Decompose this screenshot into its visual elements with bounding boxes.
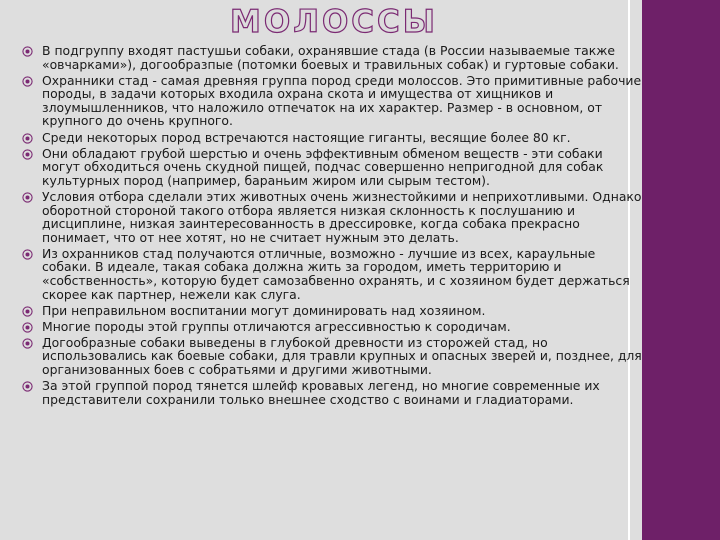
list-item: [22, 131, 642, 145]
list-item: [22, 190, 642, 244]
list-item-text: Охранники стад - самая древняя группа пород среди молоссов. Это примитивные рабочие породы, в задачи которых входила охрана скота и имущества от хищников и злоумышленников, что наложило отпечаток на их характер. Размер - в основном, от крупного до очень крупного.: [42, 72, 642, 129]
list-item: [22, 147, 642, 188]
accent-side-band: [642, 0, 720, 540]
list-item: [22, 247, 642, 301]
bullet-list: [22, 44, 642, 409]
circle-target-icon: [22, 133, 33, 144]
list-item-text: Многие породы этой группы отличаются агрессивностью к сородичам.: [42, 318, 511, 334]
list-item-text: В подгруппу входят пастушьи собаки, охранявшие стада (в России называемые также «овчарками»), догообразпые (потомки боевых и травильных собак) и гуртовые собаки.: [42, 43, 619, 72]
circle-target-icon: [22, 76, 33, 87]
slide-title: МОЛОССЫ: [230, 4, 438, 40]
circle-target-icon: [22, 149, 33, 160]
list-item: [22, 304, 642, 318]
list-item-text: Среди некоторых пород встречаются настоящие гиганты, весящие более 80 кг.: [42, 129, 571, 145]
circle-target-icon: [22, 249, 33, 260]
list-item: [22, 336, 642, 377]
circle-target-icon: [22, 46, 33, 57]
list-item-text: Условия отбора сделали этих животных очень жизнестойкими и неприхотливыми. Однако оборотной стороной такого отбора является низкая склонность к послушанию и дисциплине, низкая заинтересованность в дрессировке, когда собака прекрасно понимает, что от нее хотят, но не считает нужным это делать.: [42, 188, 642, 245]
list-item-text: Догообразные собаки выведены в глубокой древности из сторожей стад, но использовались как боевые собаки, для травли крупных и опасных зверей и, позднее, для организованных боев с собратьями и другими животными.: [42, 334, 642, 378]
list-item: [22, 320, 642, 334]
list-item-text: Из охранников стад получаются отличные, возможно - лучшие из всех, караульные собаки. В идеале, такая собака должна жить за городом, иметь территорию и «собственность», которую будет самозабвенно охранять, и с хозяином будет держаться скорее как партнер, нежели как слуга.: [42, 245, 630, 302]
list-item: [22, 74, 642, 128]
circle-target-icon: [22, 306, 33, 317]
circle-target-icon: [22, 381, 33, 392]
circle-target-icon: [22, 322, 33, 333]
list-item: [22, 379, 642, 406]
list-item-text: При неправильном воспитании могут доминировать над хозяином.: [42, 302, 486, 318]
list-item: [22, 44, 642, 71]
circle-target-icon: [22, 338, 33, 349]
list-item-text: За этой группой пород тянется шлейф кровавых легенд, но многие современные их представители сохранили только внешнее сходство с воинами и гладиаторами.: [42, 378, 600, 407]
circle-target-icon: [22, 192, 33, 203]
list-item-text: Они обладают грубой шерстью и очень эффективным обменом веществ - эти собаки могут обходиться очень скудной пищей, подчас совершенно непригодной для собак культурных пород (например, бараньим жиром или сырым тестом).: [42, 145, 604, 188]
